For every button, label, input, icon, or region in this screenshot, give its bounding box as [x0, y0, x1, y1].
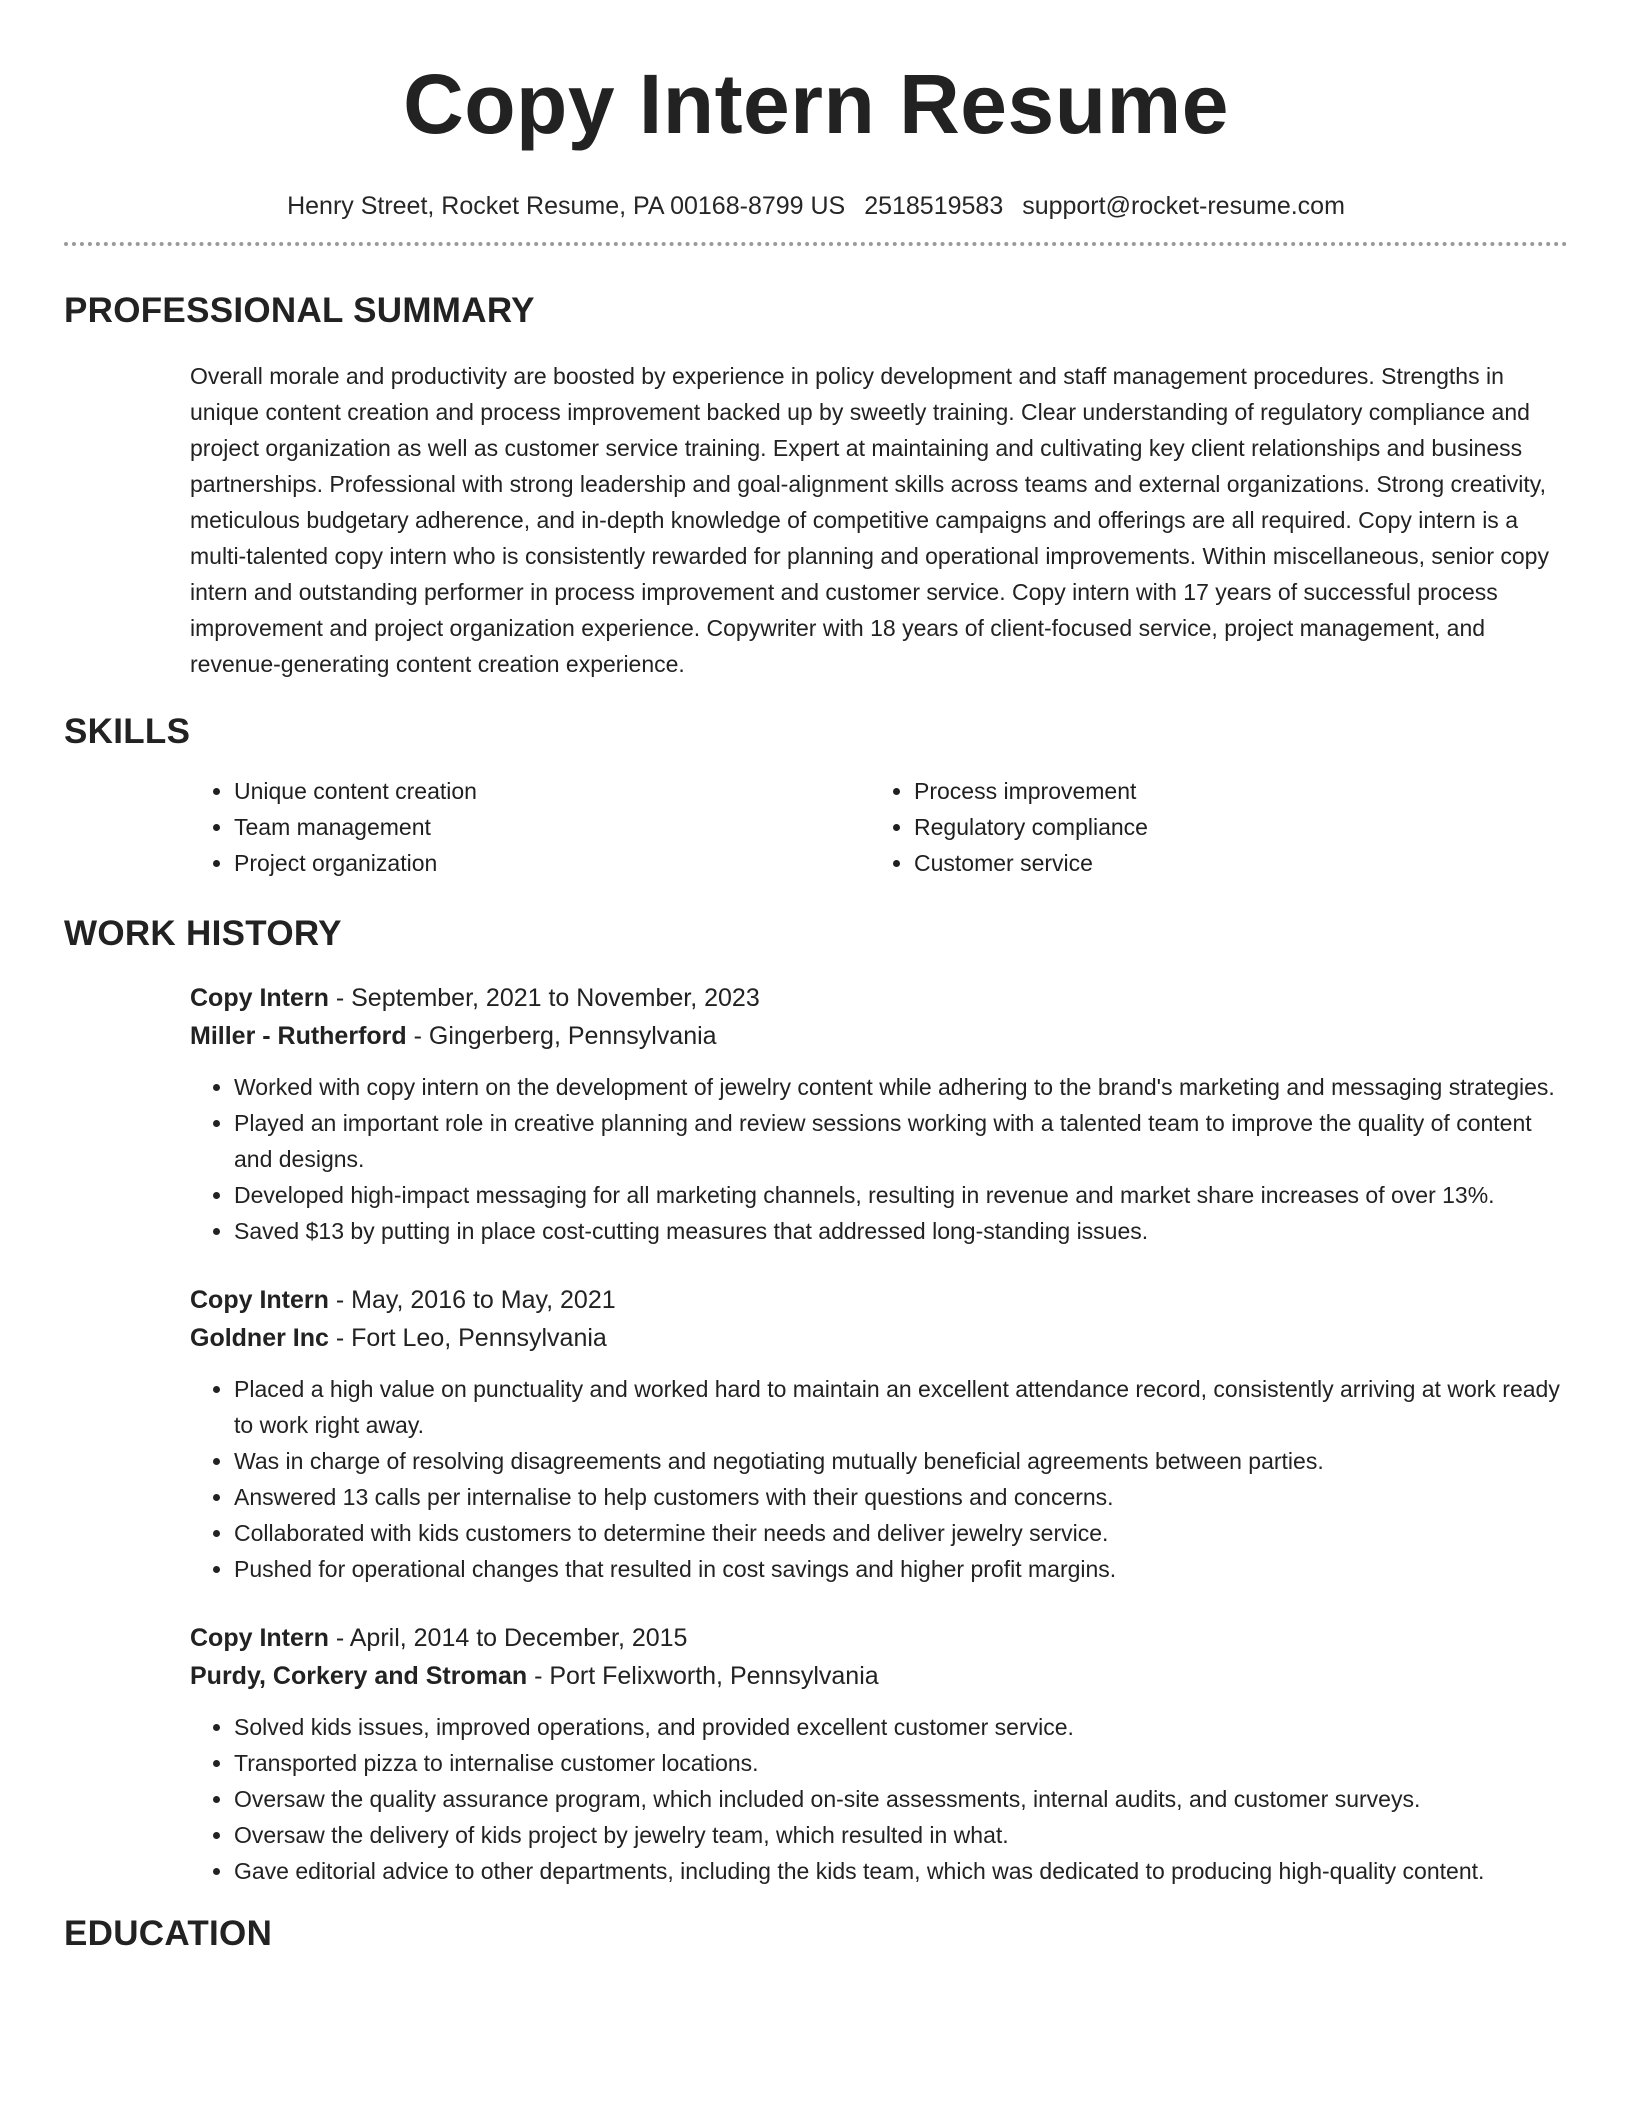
skills-column-right	[870, 773, 1550, 881]
job-bullet: • Answered 13 calls per internalise to help customers with their questions and concerns.	[234, 1479, 1568, 1515]
job-role: Copy Intern	[190, 984, 329, 1012]
job-bullet: • Oversaw the quality assurance program, which included on-site assessments, internal audits, and customer surveys.	[234, 1781, 1568, 1817]
skill-item: • Team management	[234, 809, 870, 845]
work-history-heading: WORK HISTORY	[64, 914, 342, 953]
job-bullet: • Worked with copy intern on the development of jewelry content while adhering to the brand's marketing and messaging strategies.	[234, 1069, 1568, 1105]
job-bullet: • Saved $13 by putting in place cost-cutting measures that addressed long-standing issues.	[234, 1213, 1568, 1249]
job-bullet: • Placed a high value on punctuality and worked hard to maintain an excellent attendance record, consistently arriving at work ready to work right away.	[234, 1371, 1568, 1443]
job-location: - Fort Leo, Pennsylvania	[328, 1324, 607, 1352]
job-role-line	[190, 1281, 1568, 1319]
skill-item: • Regulatory compliance	[914, 809, 1550, 845]
email: support@rocket-resume.com	[1022, 192, 1345, 220]
job-entry	[190, 1281, 1568, 1587]
job-role: Copy Intern	[190, 1624, 329, 1652]
header-divider	[64, 242, 1568, 246]
job-dates: - May, 2016 to May, 2021	[328, 1286, 616, 1314]
address: Henry Street, Rocket Resume, PA 00168-8799 US	[287, 192, 846, 220]
job-bullet: • Oversaw the delivery of kids project by jewelry team, which resulted in what.	[234, 1817, 1568, 1853]
job-bullet: • Played an important role in creative planning and review sessions working with a talented team to improve the quality of content and designs.	[234, 1105, 1568, 1177]
summary-heading: PROFESSIONAL SUMMARY	[64, 291, 535, 330]
job-bullet: • Collaborated with kids customers to determine their needs and deliver jewelry service.	[234, 1515, 1568, 1551]
skills-list	[190, 773, 1568, 881]
job-company: Goldner Inc	[190, 1324, 329, 1352]
phone: 2518519583	[864, 192, 1004, 220]
skill-item: • Unique content creation	[234, 773, 870, 809]
education-heading: EDUCATION	[64, 1914, 273, 1953]
job-company-line	[190, 1319, 1568, 1357]
job-role-line	[190, 1619, 1568, 1657]
job-bullets	[190, 1069, 1568, 1249]
job-entry	[190, 979, 1568, 1249]
job-bullet: • Solved kids issues, improved operations, and provided excellent customer service.	[234, 1709, 1568, 1745]
job-location: - Port Felixworth, Pennsylvania	[527, 1662, 879, 1690]
job-role-line	[190, 979, 1568, 1017]
job-bullet: • Pushed for operational changes that resulted in cost savings and higher profit margins.	[234, 1551, 1568, 1587]
contact-line	[64, 190, 1568, 222]
job-bullets	[190, 1709, 1568, 1889]
skills-heading: SKILLS	[64, 712, 191, 751]
job-role: Copy Intern	[190, 1286, 329, 1314]
job-bullet: • Transported pizza to internalise customer locations.	[234, 1745, 1568, 1781]
job-bullet: • Developed high-impact messaging for all marketing channels, resulting in revenue and market share increases of over 13%.	[234, 1177, 1568, 1213]
job-entry	[190, 1619, 1568, 1889]
job-bullet: • Was in charge of resolving disagreements and negotiating mutually beneficial agreements between parties.	[234, 1443, 1568, 1479]
job-bullet: • Gave editorial advice to other departments, including the kids team, which was dedicated to producing high-quality content.	[234, 1853, 1568, 1889]
job-company-line	[190, 1657, 1568, 1695]
skill-item: • Process improvement	[914, 773, 1550, 809]
job-dates: - September, 2021 to November, 2023	[328, 984, 760, 1012]
summary-text: Overall morale and productivity are boosted by experience in policy development and staff management procedures. Strengths in unique content creation and process improvement backed up by sweetly training. Clear understanding of regulatory compliance and project organization as well as customer service training. Expert at maintaining and cultivating key client relationships and business partnerships. Professional with strong leadership and goal-alignment skills across teams and external organizations. Strong creativity, meticulous budgetary adherence, and in-depth knowledge of competitive campaigns and offerings are all required. Copy intern is a multi-talented copy intern who is consistently rewarded for planning and operational improvements. Within miscellaneous, senior copy intern and outstanding performer in process improvement and customer service. Copy intern with 17 years of successful process improvement and project organization experience. Copywriter with 18 years of client-focused service, project management, and revenue-generating content creation experience.	[190, 363, 1549, 677]
job-bullets	[190, 1371, 1568, 1587]
job-company: Purdy, Corkery and Stroman	[190, 1662, 528, 1690]
skills-column-left	[190, 773, 870, 881]
skill-item: • Project organization	[234, 845, 870, 881]
resume-title: Copy Intern Resume	[403, 57, 1229, 151]
job-location: - Gingerberg, Pennsylvania	[406, 1022, 717, 1050]
job-company-line	[190, 1017, 1568, 1055]
resume-page	[64, 0, 1568, 1955]
job-company: Miller - Rutherford	[190, 1022, 407, 1050]
job-dates: - April, 2014 to December, 2015	[328, 1624, 688, 1652]
skill-item: • Customer service	[914, 845, 1550, 881]
